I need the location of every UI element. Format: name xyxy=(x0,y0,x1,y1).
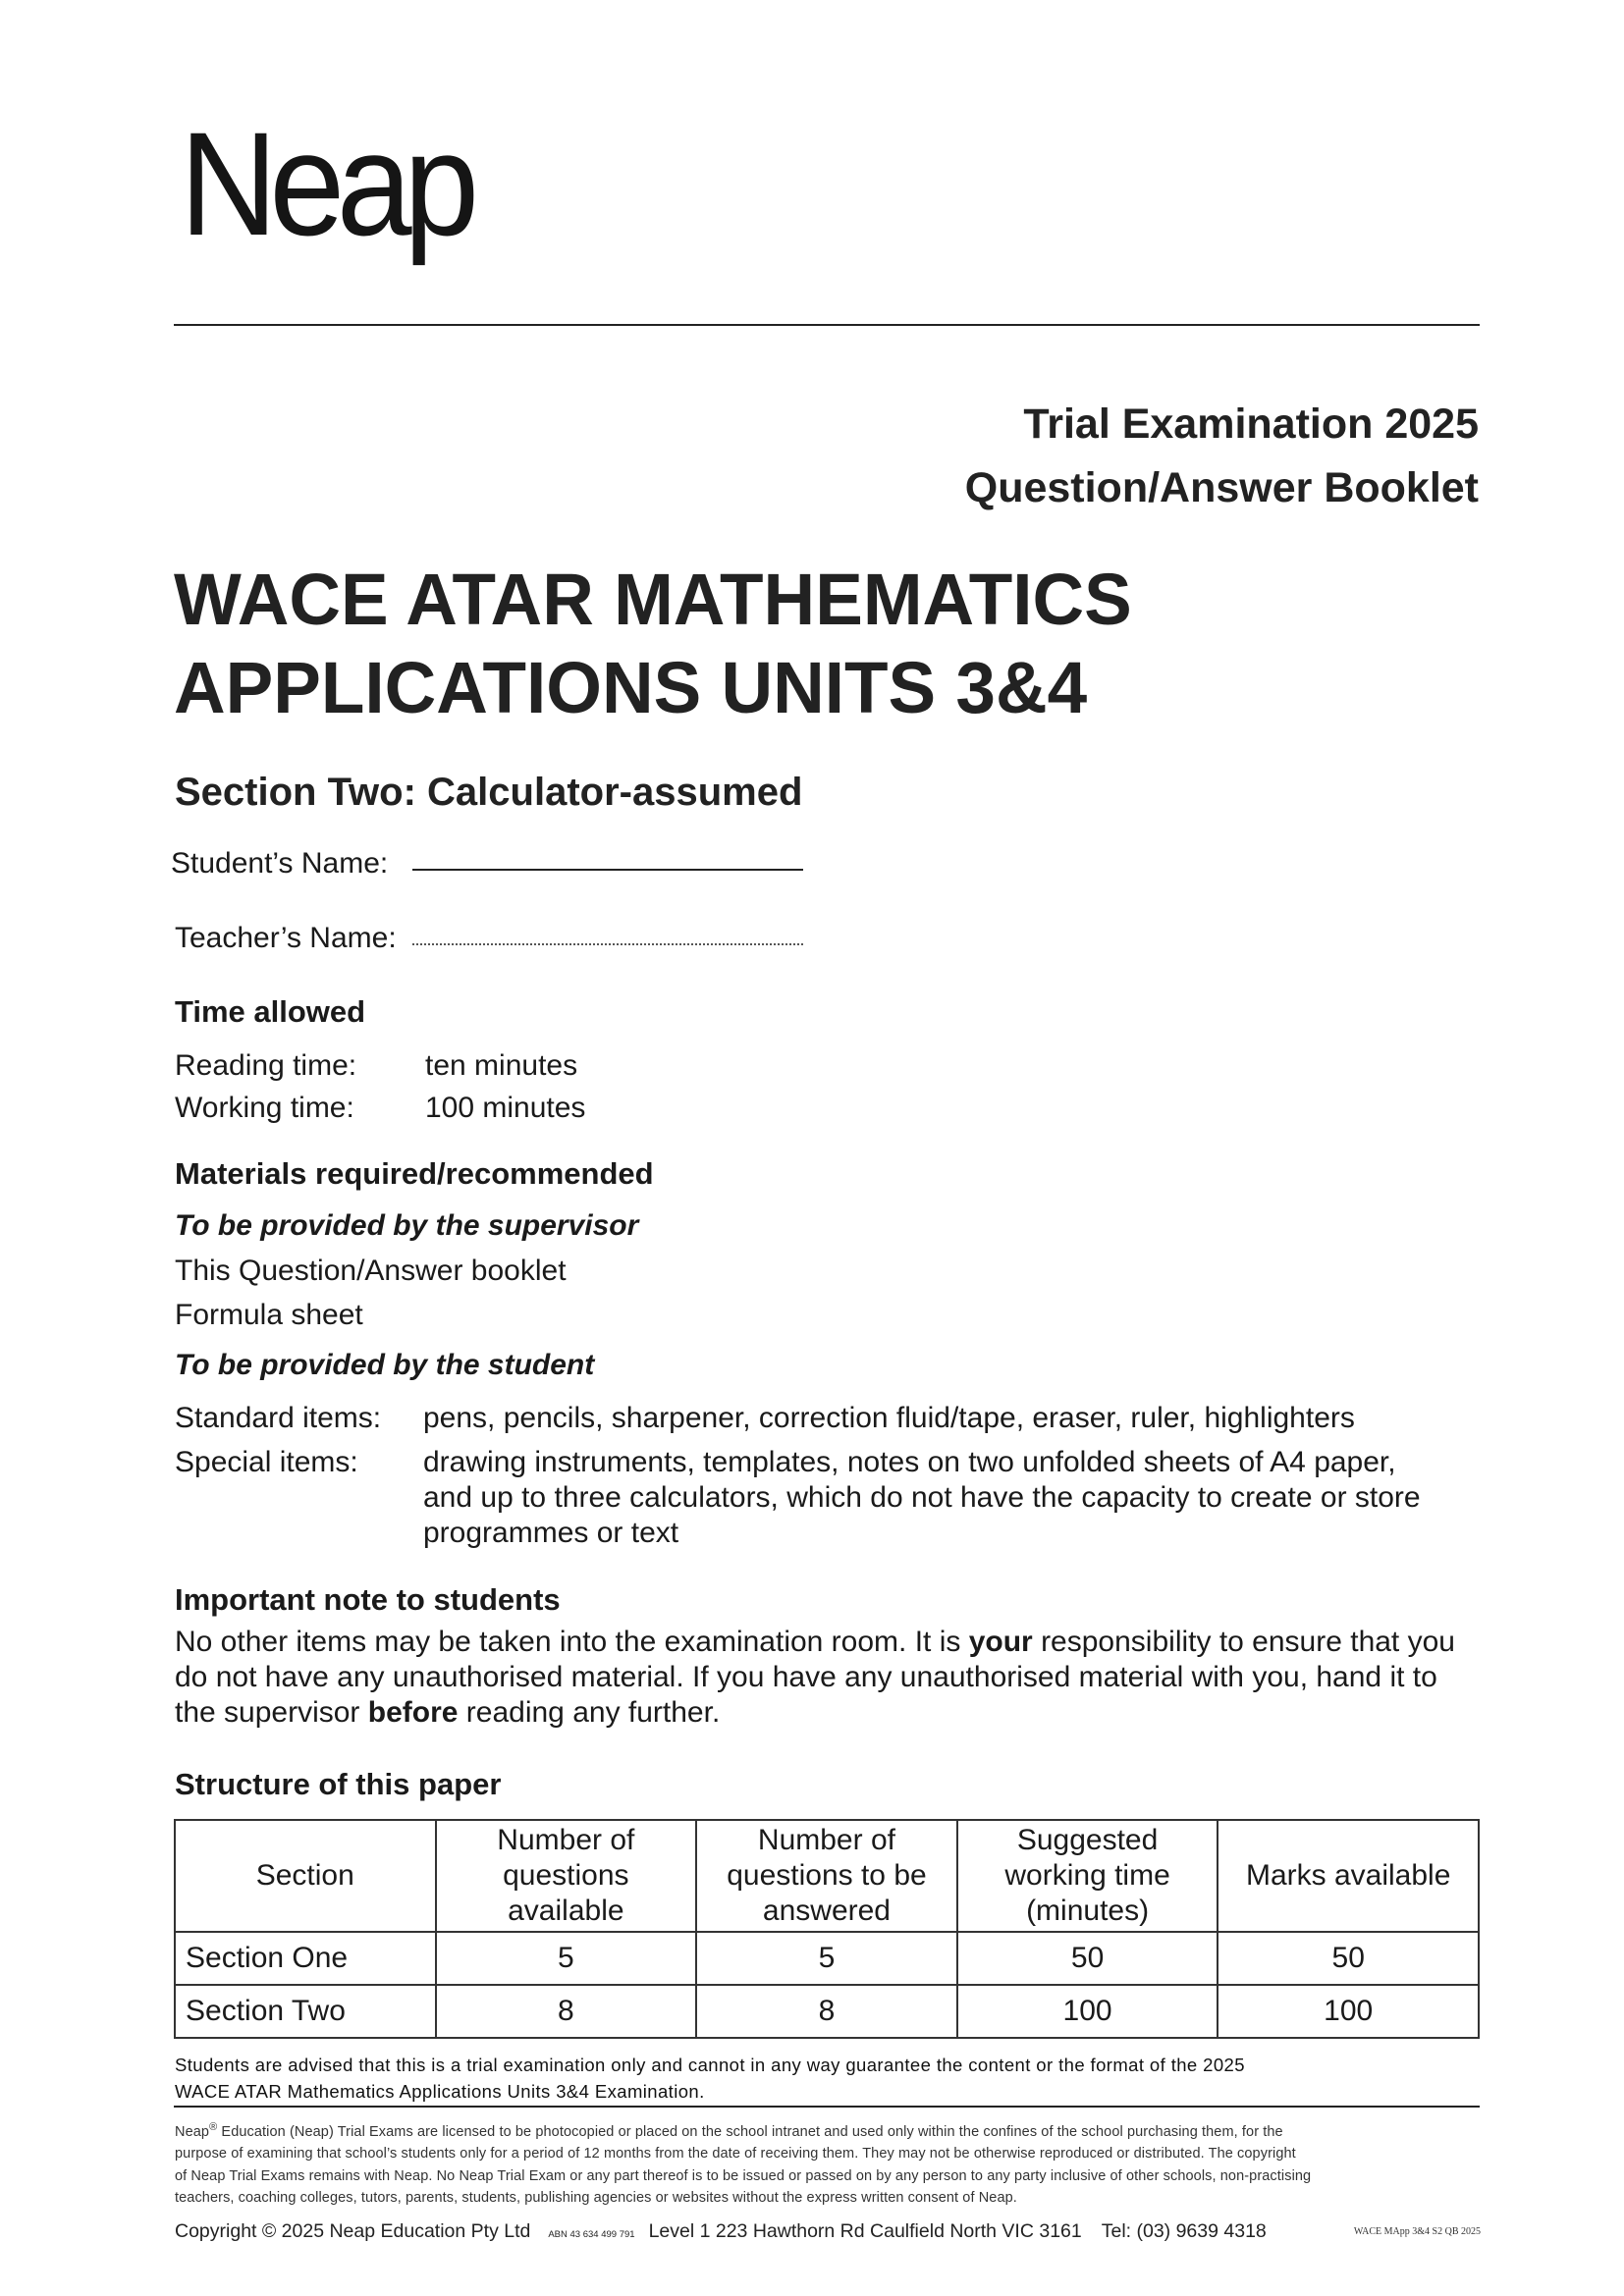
cell-time: 50 xyxy=(957,1932,1218,1985)
working-time-value: 100 minutes xyxy=(425,1092,586,1124)
special-items-line: drawing instruments, templates, notes on two unfolded sheets of A4 paper, xyxy=(423,1446,1396,1478)
table-row xyxy=(175,1985,1479,2038)
special-items-line: and up to three calculators, which do not have the capacity to create or store xyxy=(423,1481,1421,1514)
legal-notice: Neap® Education (Neap) Trial Exams are licensed to be photocopied or placed on the school intranet and used only within the confines of the school purchasing them, for the purpose of examining that school’s students only for a period of 12 months from the date of receiving them. They may not be otherwise reproduced or distributed. The copyright of Neap Trial Exams remains with Neap. No Neap Trial Exam or any part thereof is to be issued or passed on by any person to any party inclusive of other schools, non-practising teachers, coaching colleges, tutors, parents, students, publishing agencies or websites without the express written consent of Neap. xyxy=(175,2121,1312,2207)
column-header-answered: Number of questions to be answered xyxy=(696,1820,957,1932)
page-title-line2: APPLICATIONS UNITS 3&4 xyxy=(174,647,1088,728)
standard-items-label: Standard items: xyxy=(175,1402,382,1434)
neap-logo: Neap xyxy=(180,101,471,266)
cell-answered: 5 xyxy=(696,1932,957,1985)
structure-table xyxy=(174,1819,1480,2039)
page-title-line1: WACE ATAR MATHEMATICS xyxy=(174,559,1132,640)
special-items-line: programmes or text xyxy=(423,1517,679,1549)
supervisor-heading: To be provided by the supervisor xyxy=(175,1209,639,1242)
standard-items-value: pens, pencils, sharpener, correction fluid/tape, eraser, ruler, highlighters xyxy=(423,1402,1355,1434)
column-header-available: Number of questions available xyxy=(436,1820,697,1932)
materials-heading: Materials required/recommended xyxy=(175,1156,654,1191)
emphasis-your: your xyxy=(968,1626,1033,1658)
column-header-marks: Marks available xyxy=(1218,1820,1479,1932)
column-header-section: Section xyxy=(175,1820,436,1932)
copyright-text: Copyright © 2025 Neap Education Pty Ltd xyxy=(175,2220,531,2242)
emphasis-before: before xyxy=(367,1696,459,1729)
table-row xyxy=(175,1932,1479,1985)
reading-time-label: Reading time: xyxy=(175,1049,357,1082)
registered-mark: ® xyxy=(209,2121,218,2133)
telephone: Tel: (03) 9639 4318 xyxy=(1101,2220,1267,2242)
teacher-name-field[interactable] xyxy=(412,943,803,945)
cell-time: 100 xyxy=(957,1985,1218,2038)
reading-time-value: ten minutes xyxy=(425,1049,578,1082)
cell-marks: 50 xyxy=(1218,1932,1479,1985)
section-subtitle: Section Two: Calculator-assumed xyxy=(175,771,803,814)
table-header-row xyxy=(175,1820,1479,1932)
booklet-line: Question/Answer Booklet xyxy=(964,464,1479,511)
student-name-field[interactable] xyxy=(412,869,803,871)
exam-line: Trial Examination 2025 xyxy=(1023,400,1479,448)
cell-section: Section One xyxy=(175,1932,436,1985)
cell-marks: 100 xyxy=(1218,1985,1479,2038)
cell-answered: 8 xyxy=(696,1985,957,2038)
student-name-label: Student’s Name: xyxy=(171,847,389,880)
copyright-line xyxy=(175,2220,1481,2243)
important-note-text: No other items may be taken into the examination room. It is your responsibility to ensure that you do not have any unauthorised material. If you have any unauthorised material with you, hand it to the supervisor before reading any further. xyxy=(175,1626,1455,1729)
trial-advice: Students are advised that this is a trial examination only and cannot in any way guarantee the content or the format of the 2025 WACE ATAR Mathematics Applications Units 3&4 Examination. xyxy=(175,2055,1245,2102)
supervisor-item: This Question/Answer booklet xyxy=(175,1255,567,1287)
cell-available: 8 xyxy=(436,1985,697,2038)
special-items-label: Special items: xyxy=(175,1446,358,1478)
working-time-label: Working time: xyxy=(175,1092,354,1124)
header-divider xyxy=(174,324,1480,326)
important-note-heading: Important note to students xyxy=(175,1582,561,1617)
abn: ABN 43 634 499 791 xyxy=(548,2229,635,2240)
teacher-name-label: Teacher’s Name: xyxy=(175,922,397,954)
supervisor-item: Formula sheet xyxy=(175,1299,363,1331)
address: Level 1 223 Hawthorn Rd Caulfield North VIC 3161 xyxy=(648,2220,1082,2242)
structure-heading: Structure of this paper xyxy=(175,1767,502,1801)
document-code: WACE MApp 3&4 S2 QB 2025 xyxy=(1353,2226,1481,2237)
cell-section: Section Two xyxy=(175,1985,436,2038)
student-heading: To be provided by the student xyxy=(175,1349,595,1381)
cell-available: 5 xyxy=(436,1932,697,1985)
time-allowed-heading: Time allowed xyxy=(175,994,366,1029)
footer-divider xyxy=(174,2106,1480,2108)
column-header-time: Suggested working time (minutes) xyxy=(957,1820,1218,1932)
